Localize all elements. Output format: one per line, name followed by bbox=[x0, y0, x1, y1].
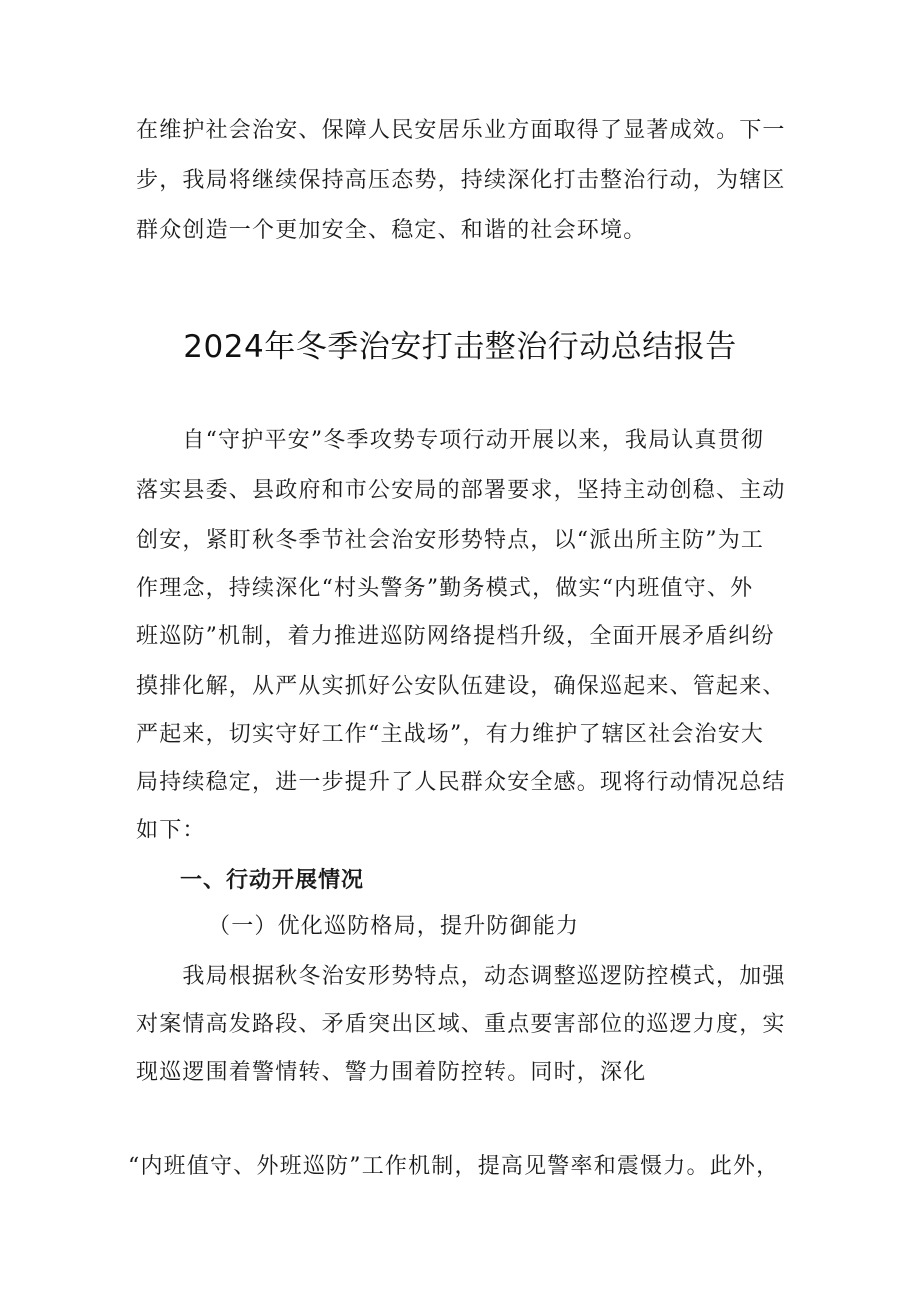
body-line-7: 严起来，切实守好工作“主战场”，有力维护了辖区社会治安大 bbox=[136, 722, 765, 747]
subsection-line-2: 对案情高发路段、矛盾突出区域、重点要害部位的巡逻力度，实 bbox=[136, 1012, 786, 1037]
intro-line-2: 步，我局将继续保持高压态势，持续深化打击整治行动，为辖区 bbox=[136, 168, 786, 193]
body-line-6: 摸排化解，从严从实抓好公安队伍建设，确保巡起来、管起来、 bbox=[136, 674, 786, 699]
subsection-line-1: 我局根据秋冬治安形势特点，动态调整巡逻防控模式，加强 bbox=[136, 964, 786, 989]
body-line-9: 如下： bbox=[136, 818, 206, 843]
body-line-4: 作理念，持续深化“村头警务”勤务模式，做实“内班值守、外 bbox=[136, 576, 754, 601]
subsection-continued-line: “内班值守、外班巡防”工作机制，提高见警率和震慑力。此外， bbox=[128, 1154, 780, 1179]
document-title: 2024年冬季治安打击整治行动总结报告 bbox=[183, 329, 737, 365]
body-line-3: 创安，紧盯秋冬季节社会治安形势特点，以“派出所主防”为工 bbox=[136, 528, 765, 553]
subsection-heading-1: （一）优化巡防格局，提升防御能力 bbox=[208, 914, 580, 939]
body-line-1: 自“守护平安”冬季攻势专项行动开展以来，我局认真贯彻 bbox=[136, 428, 765, 453]
intro-line-3: 群众创造一个更加安全、稳定、和谐的社会环境。 bbox=[136, 218, 647, 243]
body-line-8: 局持续稳定，进一步提升了人民群众安全感。现将行动情况总结 bbox=[136, 770, 786, 795]
subsection-line-3: 现巡逻围着警情转、警力围着防控转。同时，深化 bbox=[136, 1060, 647, 1085]
intro-line-1: 在维护社会治安、保障人民安居乐业方面取得了显著成效。下一 bbox=[136, 118, 786, 143]
section-heading-1: 一、行动开展情况 bbox=[180, 868, 365, 893]
body-line-5: 班巡防”机制，着力推进巡防网络提档升级，全面开展矛盾纠纷 bbox=[136, 624, 775, 649]
body-line-2: 落实县委、县政府和市公安局的部署要求，坚持主动创稳、主动 bbox=[136, 478, 786, 503]
